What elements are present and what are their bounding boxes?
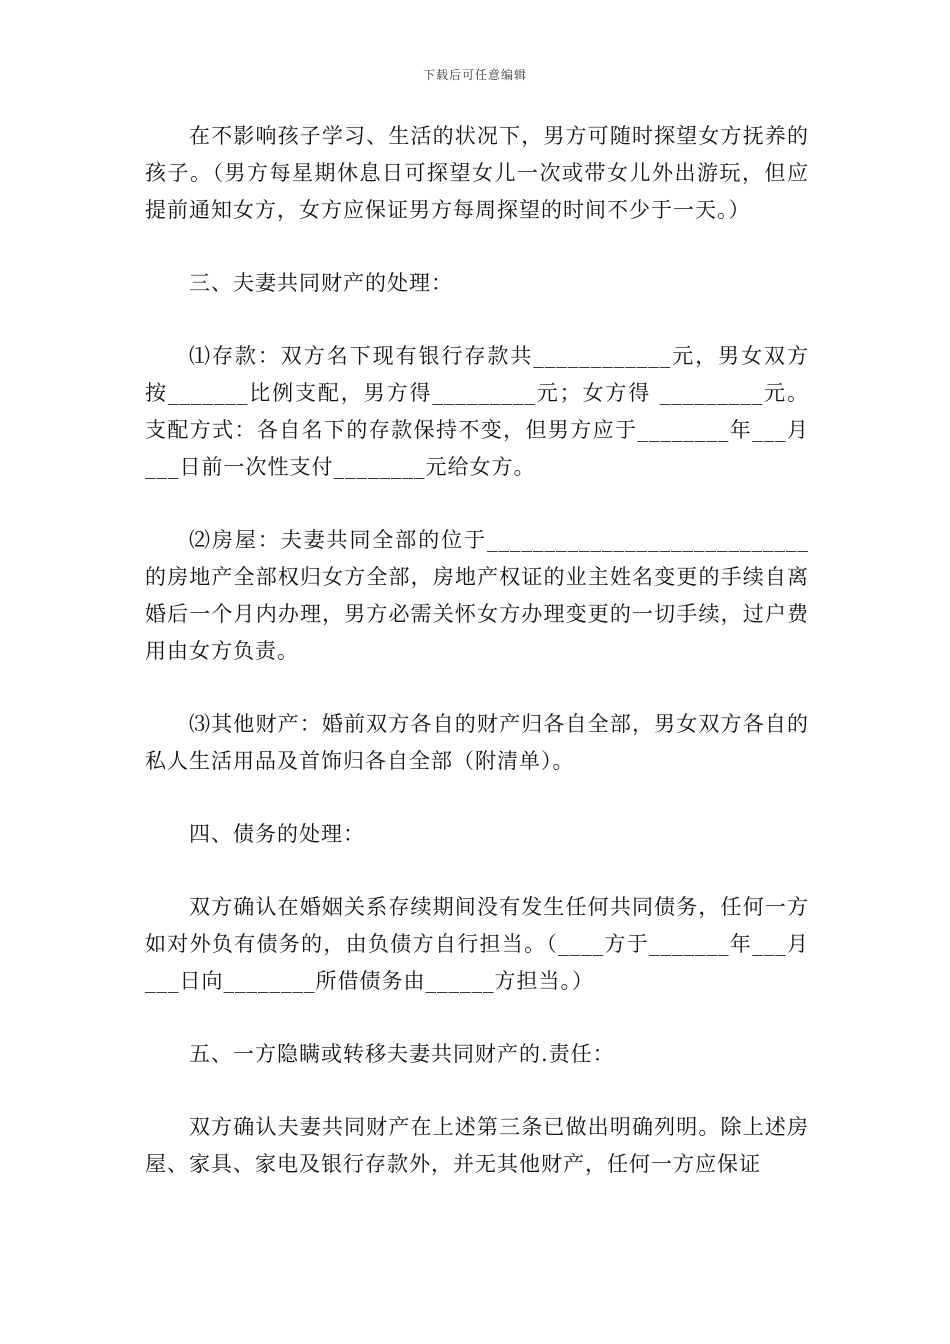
- paragraph-other-property: ⑶其他财产：婚前双方各自的财产归各自全部，男女双方各自的私人生活用品及首饰归各自全部（附清单）。: [145, 712, 809, 773]
- paragraph-spacer: [145, 302, 809, 338]
- paragraph-spacer: [145, 486, 809, 522]
- paragraph-visitation: 在不影响孩子学习、生活的状况下，男方可随时探望女方抚养的孩子。（男方每星期休息日可探望女儿一次或带女儿外出游玩，但应提前通知女方，女方应保证男方每周探望的时间不少于一天。）: [145, 124, 809, 222]
- paragraph-spacer: [145, 670, 809, 706]
- section-heading-concealment: 五、一方隐瞒或转移夫妻共同财产的.责任：: [189, 1042, 615, 1066]
- paragraph-spacer: [145, 229, 809, 265]
- paragraph-house: ⑵房屋：夫妻共同全部的位于____________________________的房地产全部权归女方全部，房地产权证的业主姓名变更的手续自离婚后一个月内办理，男方必需关怀女方办理变更的一切手续，过户费用由女方负责。: [145, 528, 809, 663]
- section-heading-property: 三、夫妻共同财产的处理：: [189, 271, 453, 295]
- paragraph-spacer: [145, 1000, 809, 1036]
- paragraph-spacer: [145, 1073, 809, 1109]
- page-header: 下载后可任意编辑: [422, 68, 527, 82]
- paragraph-spacer: [145, 780, 809, 816]
- document-body: [145, 118, 809, 1183]
- paragraph-concealment: 双方确认夫妻共同财产在上述第三条已做出明确列明。除上述房屋、家具、家电及银行存款外，并无其他财产，任何一方应保证: [145, 1115, 809, 1176]
- section-heading-debts: 四、债务的处理：: [189, 822, 365, 846]
- paragraph-debts: 双方确认在婚姻关系存续期间没有发生任何共同债务，任何一方如对外负有债务的，由负债方自行担当。（____方于_______年___月___日向________所借债务由______方担当。）: [145, 895, 809, 993]
- paragraph-spacer: [145, 853, 809, 889]
- paragraph-deposits: ⑴存款：双方名下现有银行存款共____________元，男女双方按_______比例支配，男方得_________元；女方得 _________元。支配方式：各自名下的存款保持不变，但男方应于________年___月___日前一次性支付________元给女方。: [145, 344, 809, 479]
